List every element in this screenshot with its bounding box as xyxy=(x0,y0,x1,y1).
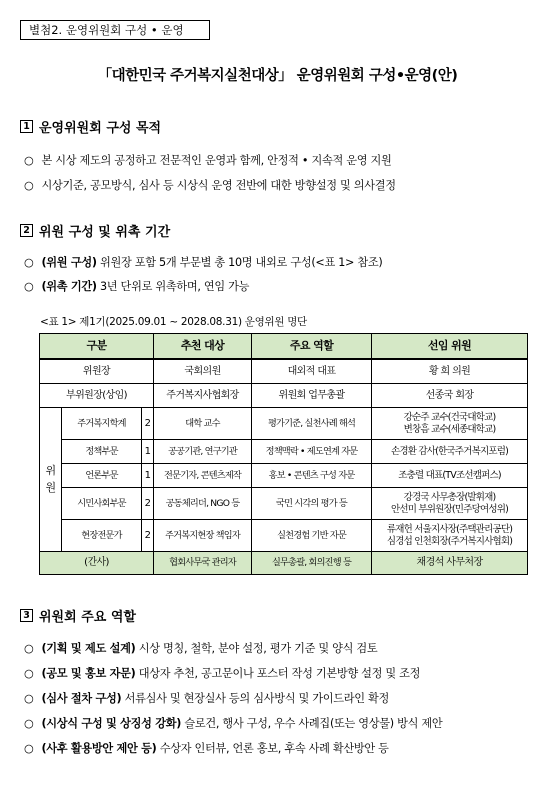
table-row: 부위원장(상임) 주거복지사협회장 위원회 업무총괄 선종국 회장 xyxy=(40,384,528,408)
list-item: ○ 시상기준, 공모방식, 심사 등 시상식 운영 전반에 대한 방향설정 및 의사결정 xyxy=(24,179,396,192)
column-header: 선임 위원 xyxy=(372,334,528,360)
section-2-heading xyxy=(20,221,170,240)
column-header: 추천 대상 xyxy=(154,334,252,360)
column-header: 주요 역할 xyxy=(252,334,372,360)
list-item: ○ (시상식 구성 및 상징성 강화) 슬로건, 행사 구성, 우수 사례집(또는 영상물) 방식 제안 xyxy=(24,717,443,730)
bullet-circle-icon: ○ xyxy=(24,642,34,655)
list-item: ○ (공모 및 홍보 자문) 대상자 추천, 공고문이나 포스터 작성 기본방향 설정 및 조정 xyxy=(24,667,421,680)
committee-members-table xyxy=(39,333,528,575)
table-row: 시민사회부문 2 공동체리더, NGO 등 국민 시각의 평가 등 강경국 사무총장(발휘재) 안선미 부위원장(민주당여성위) xyxy=(40,488,528,520)
list-item: ○ (심사 절차 구성) 서류심사 및 현장실사 등의 심사방식 및 가이드라인 확정 xyxy=(24,692,390,705)
section-title: 운영위원회 구성 목적 xyxy=(39,121,162,136)
bullet-circle-icon: ○ xyxy=(24,154,34,167)
member-group-label: 위 원 xyxy=(40,408,62,552)
section-number: 3 xyxy=(20,609,33,622)
section-title: 위원 구성 및 위촉 기간 xyxy=(39,225,171,240)
bullet-circle-icon: ○ xyxy=(24,256,34,269)
bullet-circle-icon: ○ xyxy=(24,667,34,680)
list-item: ○ (위원 구성) 위원장 포함 5개 부문별 총 10명 내외로 구성(<표 1> 참조) xyxy=(24,256,383,269)
bullet-circle-icon: ○ xyxy=(24,179,34,192)
table-caption: <표 1> 제1기(2025.09.01 ~ 2028.08.31) 운영위원 명단 xyxy=(40,316,307,328)
table-row: 위원장 국회의원 대외적 대표 황 희 의원 xyxy=(40,359,528,384)
section-number: 1 xyxy=(20,120,33,133)
section-1-heading xyxy=(20,117,161,136)
list-item: ○ 본 시상 제도의 공정하고 전문적인 운영과 함께, 안정적 • 지속적 운영 지원 xyxy=(24,154,392,167)
table-row: 언론부문 1 전문기자, 콘텐츠제작 홍보 • 콘텐츠 구성 자문 조충렬 대표(TV조선캠퍼스) xyxy=(40,464,528,488)
bullet-circle-icon: ○ xyxy=(24,280,34,293)
attachment-tag: 별첨2. 운영위원회 구성 • 운영 xyxy=(20,20,210,40)
table-row: 정책부문 1 공공기관, 연구기관 정책맥락 • 제도연계 자문 손경환 감사(한국주거복지포럼) xyxy=(40,440,528,464)
bullet-circle-icon: ○ xyxy=(24,717,34,730)
list-item: ○ (사후 활용방안 제안 등) 수상자 인터뷰, 언론 홍보, 후속 사례 확산방안 등 xyxy=(24,742,389,755)
bullet-circle-icon: ○ xyxy=(24,742,34,755)
section-number: 2 xyxy=(20,224,33,237)
list-item: ○ (위촉 기간) 3년 단위로 위촉하며, 연임 가능 xyxy=(24,280,250,293)
table-row: 현장전문가 2 주거복지현장 책임자 실천경험 기반 자문 류재헌 서울지사장(주택관리공단) 심경섭 인천회장(주거복지사협회) xyxy=(40,520,528,552)
section-3-heading xyxy=(20,606,136,625)
table-row: (간사) 협회사무국 관리자 실무총괄, 회의진행 등 채경석 사무처장 xyxy=(40,552,528,575)
column-header: 구분 xyxy=(40,334,154,360)
section-title: 위원회 주요 역할 xyxy=(39,610,136,625)
table-row: 위 원 주거복지학계 2 대학 교수 평가기준, 실천사례 해석 강순주 교수(건국대학교) 변창흠 교수(세종대학교) xyxy=(40,408,528,440)
bullet-circle-icon: ○ xyxy=(24,692,34,705)
document-title: 「대한민국 주거복지실천대상」 운영위원회 구성•운영(안) xyxy=(97,68,458,84)
list-item: ○ (기획 및 제도 설계) 시상 명칭, 철학, 분야 설정, 평가 기준 및 양식 검토 xyxy=(24,642,378,655)
